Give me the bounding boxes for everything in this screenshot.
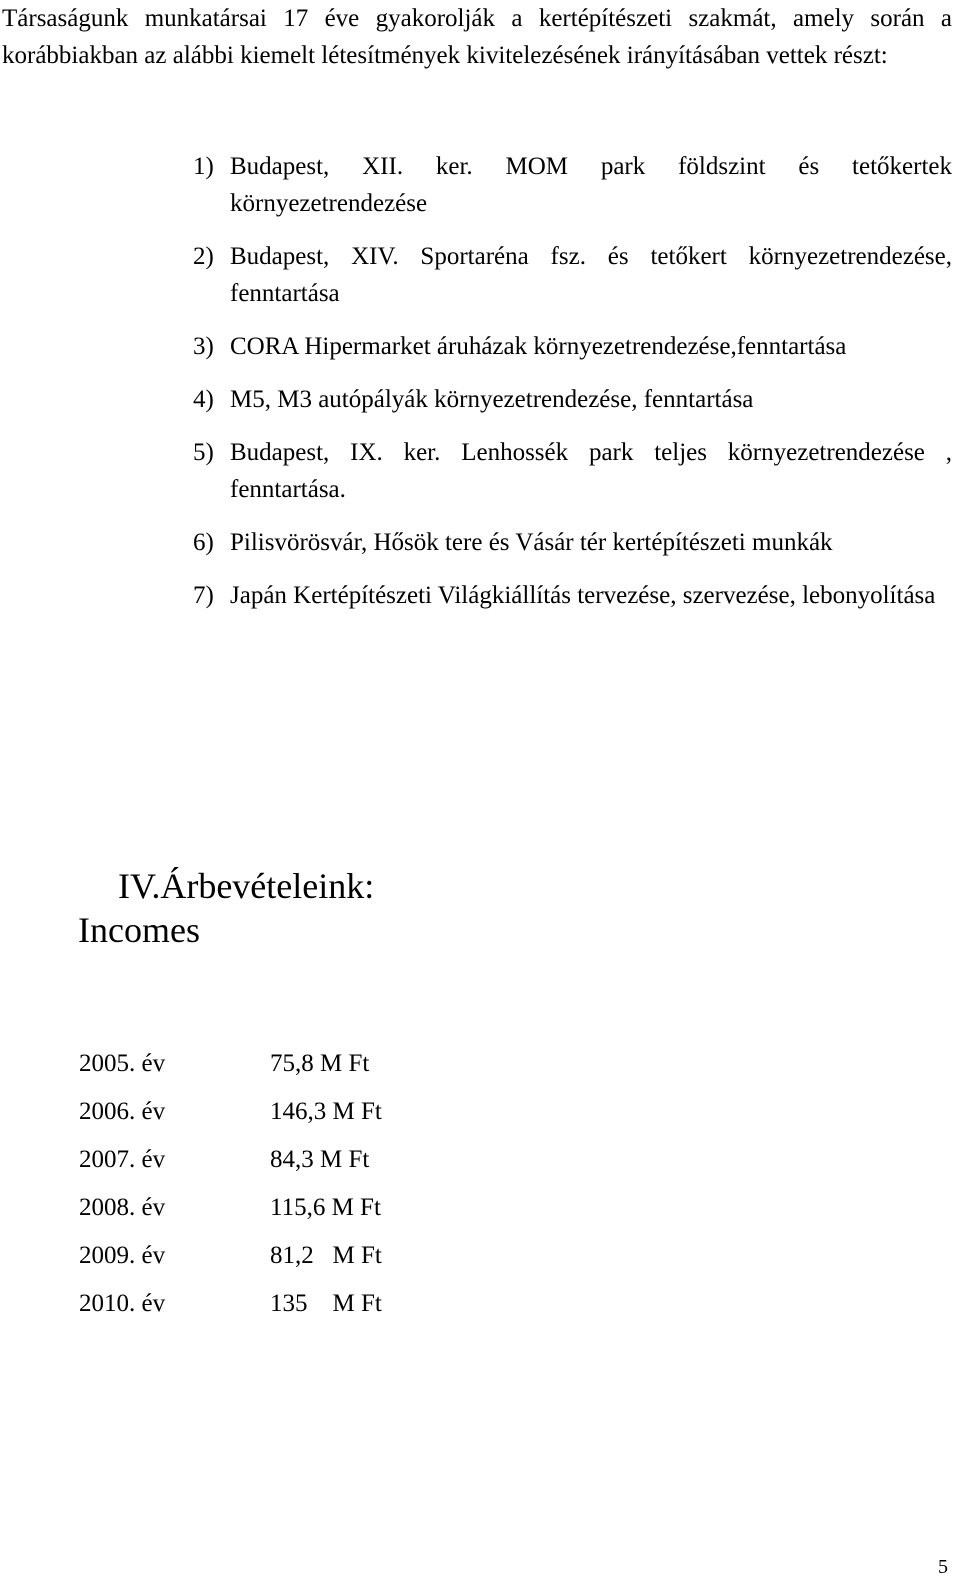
section-heading: IV.Árbevételeink: [118, 866, 375, 906]
year-cell: 2007. év [79, 1146, 166, 1173]
table-row [79, 1184, 382, 1232]
list-item [193, 434, 952, 508]
table-row [79, 1280, 382, 1328]
list-item [193, 577, 952, 614]
list-item [193, 524, 952, 561]
amount-cell: 135 M Ft [270, 1290, 382, 1317]
list-item-number: 6) [193, 529, 214, 556]
year-cell: 2005. év [79, 1050, 166, 1077]
list-item-number: 5) [193, 439, 214, 466]
list-item-number: 7) [193, 582, 214, 609]
list-item-number: 1) [193, 153, 214, 180]
income-table [79, 1040, 382, 1328]
list-item-number: 4) [193, 386, 214, 413]
project-list [193, 148, 952, 630]
list-item [193, 238, 952, 312]
list-item-text: M5, M3 autópályák környezetrendezése, fenntartása [230, 386, 754, 413]
page-number: 5 [938, 1556, 948, 1578]
list-item-number: 3) [193, 333, 214, 360]
list-item [193, 148, 952, 222]
table-row [79, 1088, 382, 1136]
year-cell: 2006. év [79, 1098, 166, 1125]
list-item-text: Budapest, IX. ker. Lenhossék park teljes környezetrendezése , fenntartása. [230, 439, 952, 503]
table-row [79, 1136, 382, 1184]
list-item-text: Budapest, XIV. Sportaréna fsz. és tetőkert környezetrendezése, fenntartása [230, 243, 952, 307]
year-cell: 2010. év [79, 1290, 166, 1317]
section-subheading: Incomes [78, 910, 200, 950]
amount-cell: 84,3 M Ft [270, 1146, 370, 1173]
list-item [193, 328, 952, 365]
list-item-text: Pilisvörösvár, Hősök tere és Vásár tér kertépítészeti munkák [230, 529, 833, 556]
list-item-text: Japán Kertépítészeti Világkiállítás tervezése, szervezése, lebonyolítása [230, 582, 936, 609]
intro-paragraph: Társaságunk munkatársai 17 éve gyakorolják a kertépítészeti szakmát, amely során a korábbiakban az alábbi kiemelt létesítmények kivitelezésének irányításában vettek részt: [2, 5, 952, 69]
amount-cell: 81,2 M Ft [270, 1242, 382, 1269]
list-item-text: CORA Hipermarket áruházak környezetrendezése,fenntartása [230, 333, 847, 360]
list-item-number: 2) [193, 243, 214, 270]
amount-cell: 146,3 M Ft [270, 1098, 382, 1125]
year-cell: 2009. év [79, 1242, 166, 1269]
table-row [79, 1040, 382, 1088]
amount-cell: 75,8 M Ft [270, 1050, 370, 1077]
year-cell: 2008. év [79, 1194, 166, 1221]
list-item [193, 381, 952, 418]
table-row [79, 1232, 382, 1280]
amount-cell: 115,6 M Ft [270, 1194, 381, 1221]
list-item-text: Budapest, XII. ker. MOM park földszint és tetőkertek környezetrendezése [230, 153, 952, 217]
